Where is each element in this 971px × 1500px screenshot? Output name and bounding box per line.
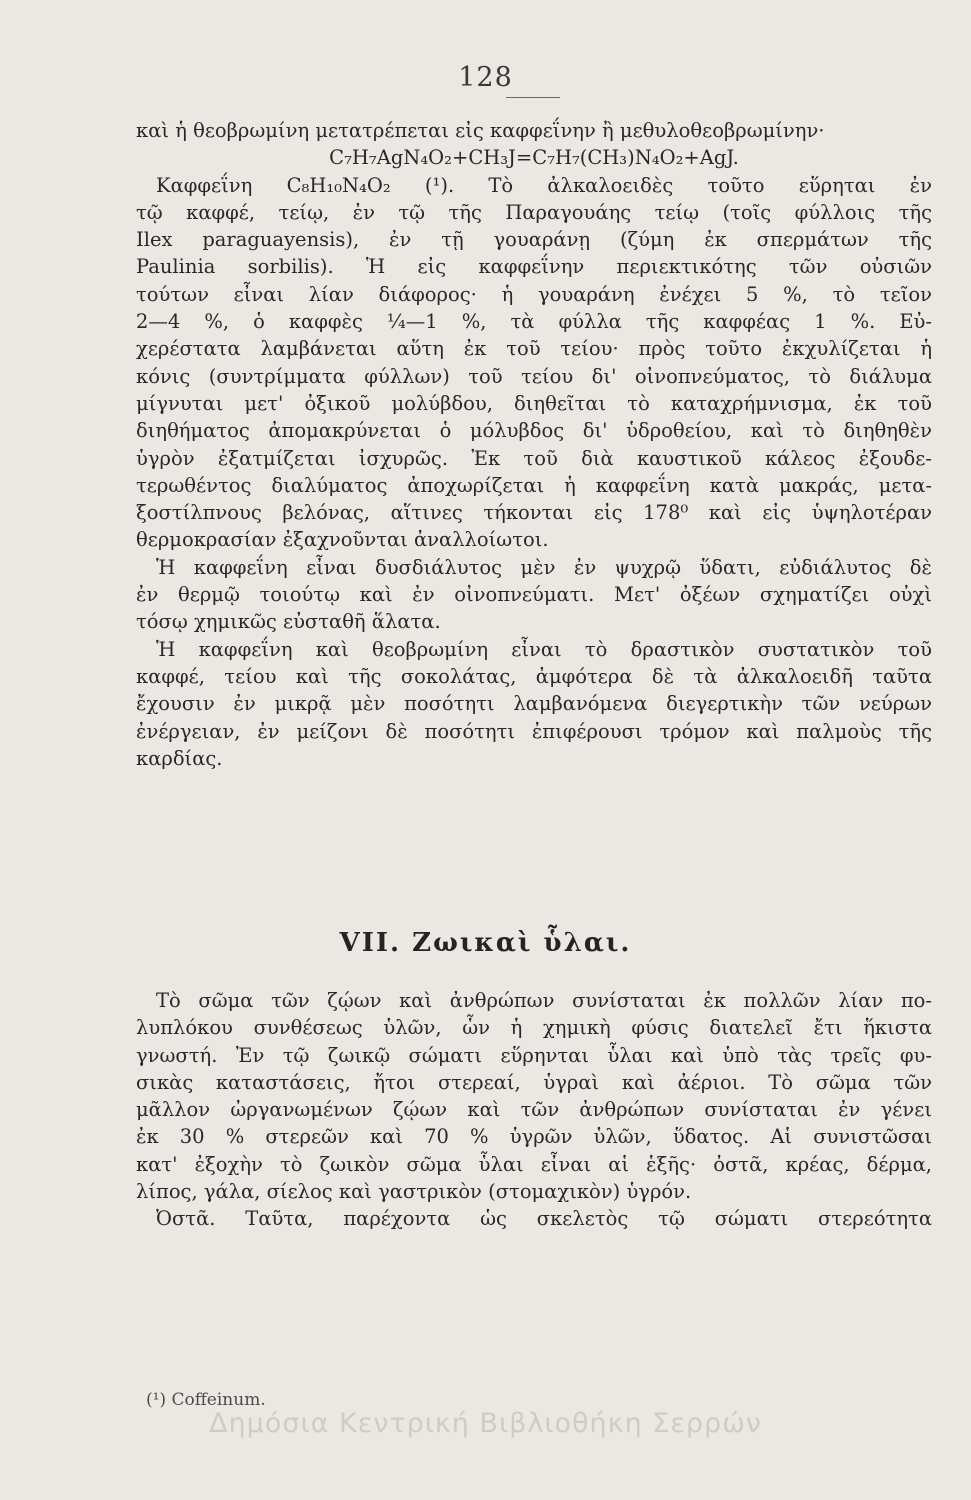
text-line: καφφέ, τείου καὶ τῆς σοκολάτας, ἀμφότερα δὲ τὰ ἀλκαλοειδῆ ταῦτα xyxy=(136,664,932,688)
text-line: Ὀστᾶ. Ταῦτα, παρέχοντα ὡς σκελετὸς τῷ σώματι στερεότητα xyxy=(156,1207,932,1231)
text-line: Τὸ σῶμα τῶν ζῴων καὶ ἀνθρώπων συνίσταται ἐκ πολλῶν λίαν πο- xyxy=(156,989,932,1012)
text-line: ὑγρὸν ἐξατμίζεται ἰσχυρῶς. Ἐκ τοῦ διὰ καυστικοῦ κάλεος ἐξουδε- xyxy=(136,446,932,470)
text-line: καὶ ἡ θεοβρωμίνη μετατρέπεται εἰς καφφεΐνην ἢ μεθυλοθεοβρωμίνην· xyxy=(136,119,825,142)
text-line: C₇H₇AgN₄O₂+CH₃J=C₇H₇(CH₃)N₄O₂+AgJ. xyxy=(329,146,739,170)
text-line: ἐκ 30 % στερεῶν καὶ 70 % ὑγρῶν ὑλῶν, ὕδατος. Αἱ συνιστῶσαι xyxy=(136,1125,932,1149)
text-line: ἔχουσιν ἐν μικρᾷ μὲν ποσότητι λαμβανόμενα διεγερτικὴν τῶν νεύρων xyxy=(136,692,932,716)
footnote: (¹) Coffeinum. xyxy=(146,1390,266,1410)
text-line: ἐνέργειαν, ἐν μείζονι δὲ ποσότητι ἐπιφέρουσι τρόμον καὶ παλμοὺς τῆς xyxy=(136,719,932,743)
text-line: λίπος, γάλα, σίελος καὶ γαστρικὸν (στομαχικὸν) ὑγρόν. xyxy=(136,1180,692,1204)
page-number-rule xyxy=(506,97,560,98)
text-line: Paulinia sorbilis). Ἡ εἰς καφφεΐνην περιεκτικότης τῶν οὐσιῶν xyxy=(136,255,932,279)
text-line: Ἡ καφφεΐνη καὶ θεοβρωμίνη εἶναι τὸ δραστικὸν συστατικὸν τοῦ xyxy=(156,637,932,661)
text-line: σικὰς καταστάσεις, ἤτοι στερεαί, ὑγραὶ καὶ ἀέριοι. Τὸ σῶμα τῶν xyxy=(136,1070,932,1094)
library-watermark: Δημόσια Κεντρική Βιβλιοθήκη Σερρών xyxy=(209,1408,762,1439)
section-heading: VII. Ζωικαὶ ὗλαι. xyxy=(339,928,632,958)
main-text-block xyxy=(136,117,932,772)
text-line: λυπλόκου συνθέσεως ὑλῶν, ὧν ἡ χημικὴ φύσις διατελεῖ ἔτι ἥκιστα xyxy=(136,1016,932,1040)
text-line: ἐν θερμῷ τοιούτῳ καὶ ἐν οἰνοπνεύματι. Μετ' ὀξέων σχηματίζει οὐχὶ xyxy=(136,583,932,607)
text-line: ξοστίλπνους βελόνας, αἵτινες τήκονται εἰς 178⁰ καὶ εἰς ὑψηλοτέραν xyxy=(136,501,932,525)
text-line: Ἡ καφφεΐνη εἶναι δυσδιάλυτος μὲν ἐν ψυχρῷ ὕδατι, εὐδιάλυτος δὲ xyxy=(156,555,932,579)
page-number: 128 xyxy=(458,62,513,93)
text-line: μᾶλλον ὠργανωμένων ζῴων καὶ τῶν ἀνθρώπων συνίσταται ἐν γένει xyxy=(136,1098,932,1122)
text-line: χερέστατα λαμβάνεται αὕτη ἐκ τοῦ τείου· πρὸς τοῦτο ἐκχυλίζεται ἡ xyxy=(136,337,932,361)
text-line: Καφφεΐνη C₈H₁₀N₄O₂ (¹). Τὸ ἀλκαλοειδὲς τοῦτο εὕρηται ἐν xyxy=(156,173,932,197)
text-line: θερμοκρασίαν ἐξαχνοῦνται ἀναλλοίωτοι. xyxy=(136,528,549,552)
text-line: μίγνυται μετ' ὀξικοῦ μολύβδου, διηθεῖται τὸ καταχρήμνισμα, ἐκ τοῦ xyxy=(136,391,932,415)
text-line: κόνις (συντρίμματα φύλλων) τοῦ τείου δι' οἰνοπνεύματος, τὸ διάλυμα xyxy=(136,364,932,388)
text-line: τερωθέντος διαλύματος ἀποχωρίζεται ἡ καφφεΐνη κατὰ μακράς, μετα- xyxy=(136,473,932,497)
text-line: 2—4 %, ὁ καφφὲς ¼—1 %, τὰ φύλλα τῆς καφφέας 1 %. Εὐ- xyxy=(136,310,932,334)
text-line: καρδίας. xyxy=(136,746,223,770)
text-line: κατ' ἐξοχὴν τὸ ζωικὸν σῶμα ὗλαι εἶναι αἱ ἑξῆς· ὀστᾶ, κρέας, δέρμα, xyxy=(136,1152,932,1176)
text-line: διηθήματος ἀπομακρύνεται ὁ μόλυβδος δι' ὑδροθείου, καὶ τὸ διηθηθὲν xyxy=(136,419,932,443)
section-text-block xyxy=(136,987,932,1233)
text-line: Ilex paraguayensis), ἐν τῇ γουαράνῃ (ζύμη ἐκ σπερμάτων τῆς xyxy=(136,228,932,252)
text-line: τῷ καφφέ, τείῳ, ἐν τῷ τῆς Παραγουάης τείῳ (τοῖς φύλλοις τῆς xyxy=(136,200,932,224)
text-line: τόσῳ χημικῶς εὐσταθῆ ἅλατα. xyxy=(136,610,441,634)
text-line: γνωστή. Ἐν τῷ ζωικῷ σώματι εὕρηνται ὗλαι καὶ ὑπὸ τὰς τρεῖς φυ- xyxy=(136,1043,932,1067)
text-line: τούτων εἶναι λίαν διάφορος· ἡ γουαράνη ἐνέχει 5 %, τὸ τεῖον xyxy=(136,282,932,306)
